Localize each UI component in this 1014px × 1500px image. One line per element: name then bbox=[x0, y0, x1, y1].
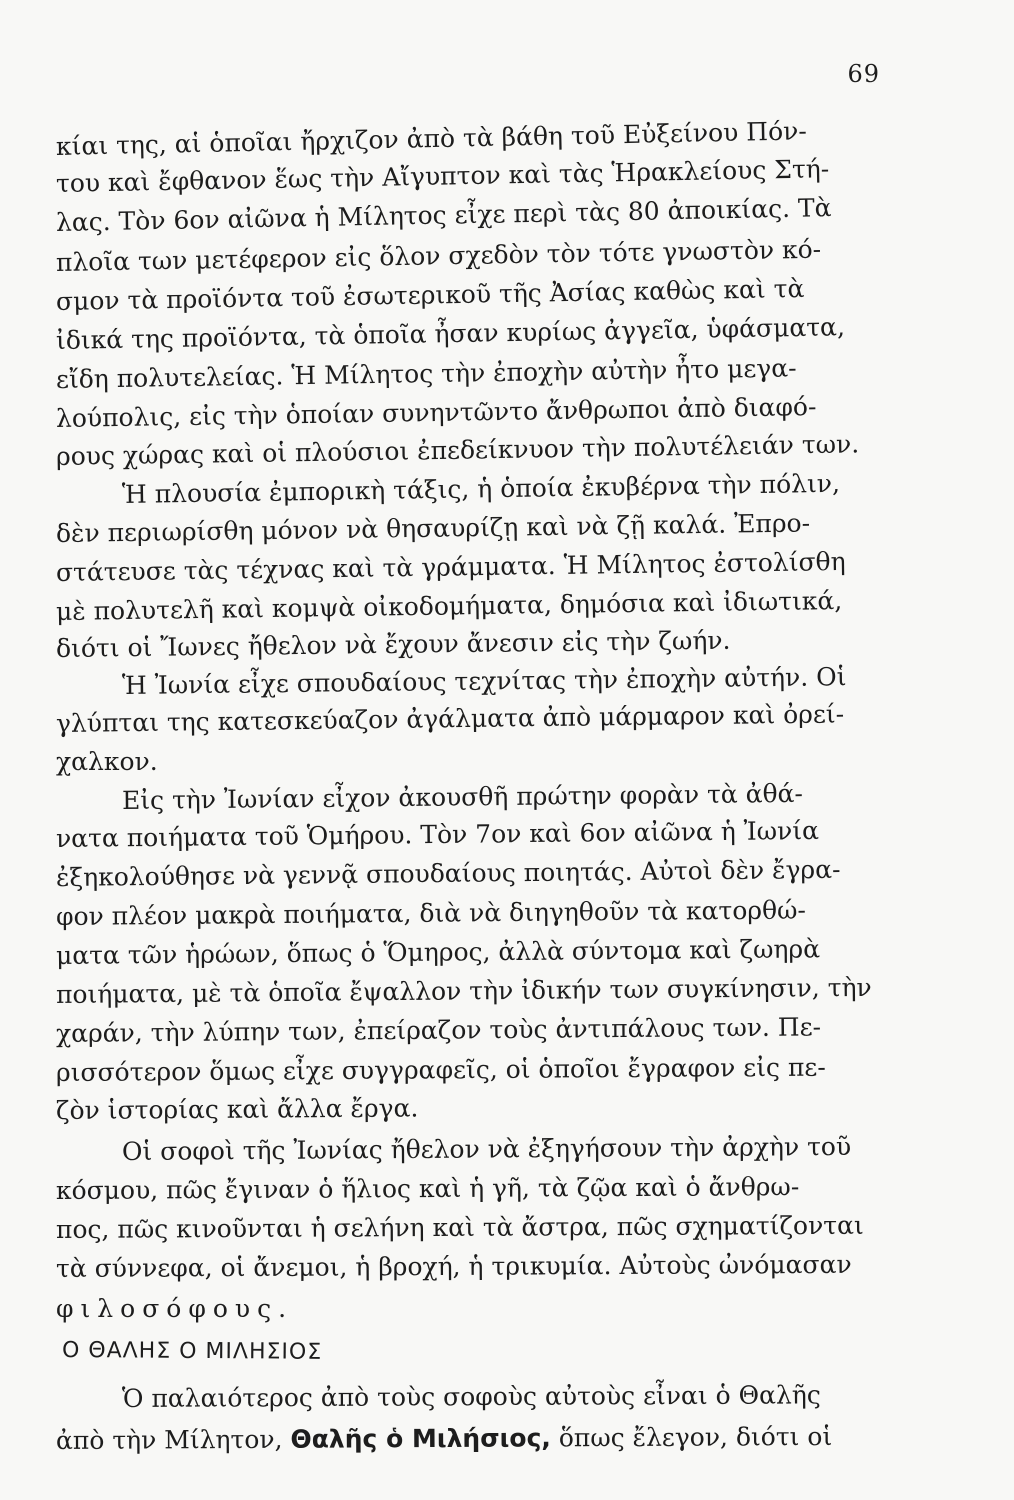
text-line: ποιήματα, μὲ τὰ ὁποῖα ἔψαλλον τὴν ἰδικήν των συγκίνησιν, τὴν bbox=[55, 972, 872, 1009]
emphasized-name: Θαλῆς ὁ Μιλήσιος, bbox=[290, 1423, 551, 1454]
text-line: ἰδικά της προϊόντα, τὰ ὁποῖα ἦσαν κυρίως ἀγγεῖα, ὑφάσματα, bbox=[55, 312, 846, 355]
text-line: ζὸν ἱστορίας καὶ ἄλλα ἔργα. bbox=[55, 1093, 419, 1125]
text-line: Οἱ σοφοὶ τῆς Ἰωνίας ἤθελον νὰ ἐξηγήσουν τὴν ἀρχὴν τοῦ bbox=[121, 1131, 852, 1166]
page-number: 69 bbox=[847, 60, 880, 88]
text-line: διότι οἱ Ἴωνες ἤθελον νὰ ἔχουν ἄνεσιν εἰς τὴν ζωήν. bbox=[55, 625, 731, 663]
text-line: κίαι της, αἱ ὁποῖαι ἤρχιζον ἀπὸ τὰ βάθη τοῦ Εὐξείνου Πόν- bbox=[55, 116, 808, 161]
text-line: του καὶ ἔφθανον ἕως τὴν Αἴγυπτον καὶ τὰς Ἡρακλείους Στή- bbox=[55, 154, 830, 198]
text-line: ἐξηκολούθησε νὰ γεννᾷ σπουδαίους ποιητάς. Αὐτοὶ δὲν ἔγρα- bbox=[55, 854, 841, 892]
text-line-spaced: φιλοσόφους. bbox=[56, 1294, 294, 1323]
text-line: Εἰς τὴν Ἰωνίαν εἶχον ἀκουσθῆ πρώτην φορὰν τὰ ἀθά- bbox=[121, 778, 804, 815]
text-line: εἴδη πολυτελείας. Ἡ Μίλητος τὴν ἐποχὴν αὐτὴν ἦτο μεγα- bbox=[55, 353, 797, 394]
section-heading: Ο ΘΑΛΗΣ Ο ΜΙΛΗΣΙΟΣ bbox=[61, 1338, 323, 1365]
text-line: δὲν περιωρίσθη μόνον νὰ θησαυρίζῃ καὶ νὰ ζῇ καλά. Ἐπρο- bbox=[55, 508, 811, 548]
text-line: Ὁ παλαιότερος ἀπὸ τοὺς σοφοὺς αὐτοὺς εἶναι ὁ Θαλῆς bbox=[121, 1380, 821, 1413]
text-line: φον πλέον μακρὰ ποιήματα, διὰ νὰ διηγηθοῦν τὰ κατορθώ- bbox=[55, 895, 807, 931]
text-line: ματα τῶν ἡρώων, ὅπως ὁ Ὅμηρος, ἀλλὰ σύντομα καὶ ζωηρὰ bbox=[55, 934, 821, 970]
text-line: γλύπται της κατεσκεύαζον ἀγάλματα ἀπὸ μάρμαρον καὶ ὀρεί- bbox=[55, 699, 845, 738]
text-span: ὅπως ἔλεγον, διότι οἱ bbox=[550, 1421, 833, 1453]
text-span: ἀπὸ τὴν Μίλητον, bbox=[55, 1424, 291, 1455]
text-line: νατα ποιήματα τοῦ Ὁμήρου. Τὸν 7ον καὶ 6ον αἰῶνα ἡ Ἰωνία bbox=[55, 816, 820, 853]
text-line: κόσμου, πῶς ἔγιναν ὁ ἥλιος καὶ ἡ γῆ, τὰ ζῷα καὶ ὁ ἄνθρω- bbox=[55, 1172, 800, 1205]
text-line: χαλκον. bbox=[56, 747, 158, 776]
text-line: τὰ σύννεφα, οἱ ἄνεμοι, ἡ βροχή, ἡ τρικυμία. Αὐτοὺς ὠνόμασαν bbox=[55, 1249, 852, 1283]
text-line: λας. Τὸν 6ον αἰῶνα ἡ Μίλητος εἶχε περὶ τὰς 80 ἀποικίας. Τὰ bbox=[55, 193, 832, 237]
text-line: πος, πῶς κινοῦνται ἡ σελήνη καὶ τὰ ἄστρα, πῶς σχηματίζονται bbox=[55, 1210, 864, 1244]
text-line: πλοῖα των μετέφερον εἰς ὅλον σχεδὸν τὸν τότε γνωστὸν κό- bbox=[55, 234, 822, 277]
text-line: ρους χώρας καὶ οἱ πλούσιοι ἐπεδείκνυον τὴν πολυτέλειάν των. bbox=[55, 429, 860, 471]
text-line: χαράν, τὴν λύπην των, ἐπείραζον τοὺς ἀντιπάλους των. Πε- bbox=[55, 1012, 822, 1048]
text-line: Ἡ Ἰωνία εἶχε σπουδαίους τεχνίτας τὴν ἐποχὴν αὐτήν. Οἱ bbox=[121, 662, 847, 700]
text-line: ρισσότερον ὅμως εἶχε συγγραφεῖς, οἱ ὁποῖοι ἔγραφον εἰς πε- bbox=[55, 1052, 826, 1087]
text-line: λούπολις, εἰς τὴν ὁποίαν συνηντῶντο ἄνθρωποι ἀπὸ διαφό- bbox=[55, 392, 817, 433]
text-line: στάτευσε τὰς τέχνας καὶ τὰ γράμματα. Ἡ Μίλητος ἐστολίσθη bbox=[55, 546, 846, 587]
text-line: μὲ πολυτελῆ καὶ κομψὰ οἰκοδομήματα, δημόσια καὶ ἰδιωτικά, bbox=[55, 586, 843, 626]
text-line: σμον τὰ προϊόντα τοῦ ἐσωτερικοῦ τῆς Ἀσίας καθὼς καὶ τὰ bbox=[55, 273, 805, 316]
text-line: Ἡ πλουσία ἐμπορικὴ τάξις, ἡ ὁποία ἐκυβέρνα τὴν πόλιν, bbox=[121, 468, 841, 509]
text-line-with-emphasis bbox=[56, 1417, 916, 1460]
